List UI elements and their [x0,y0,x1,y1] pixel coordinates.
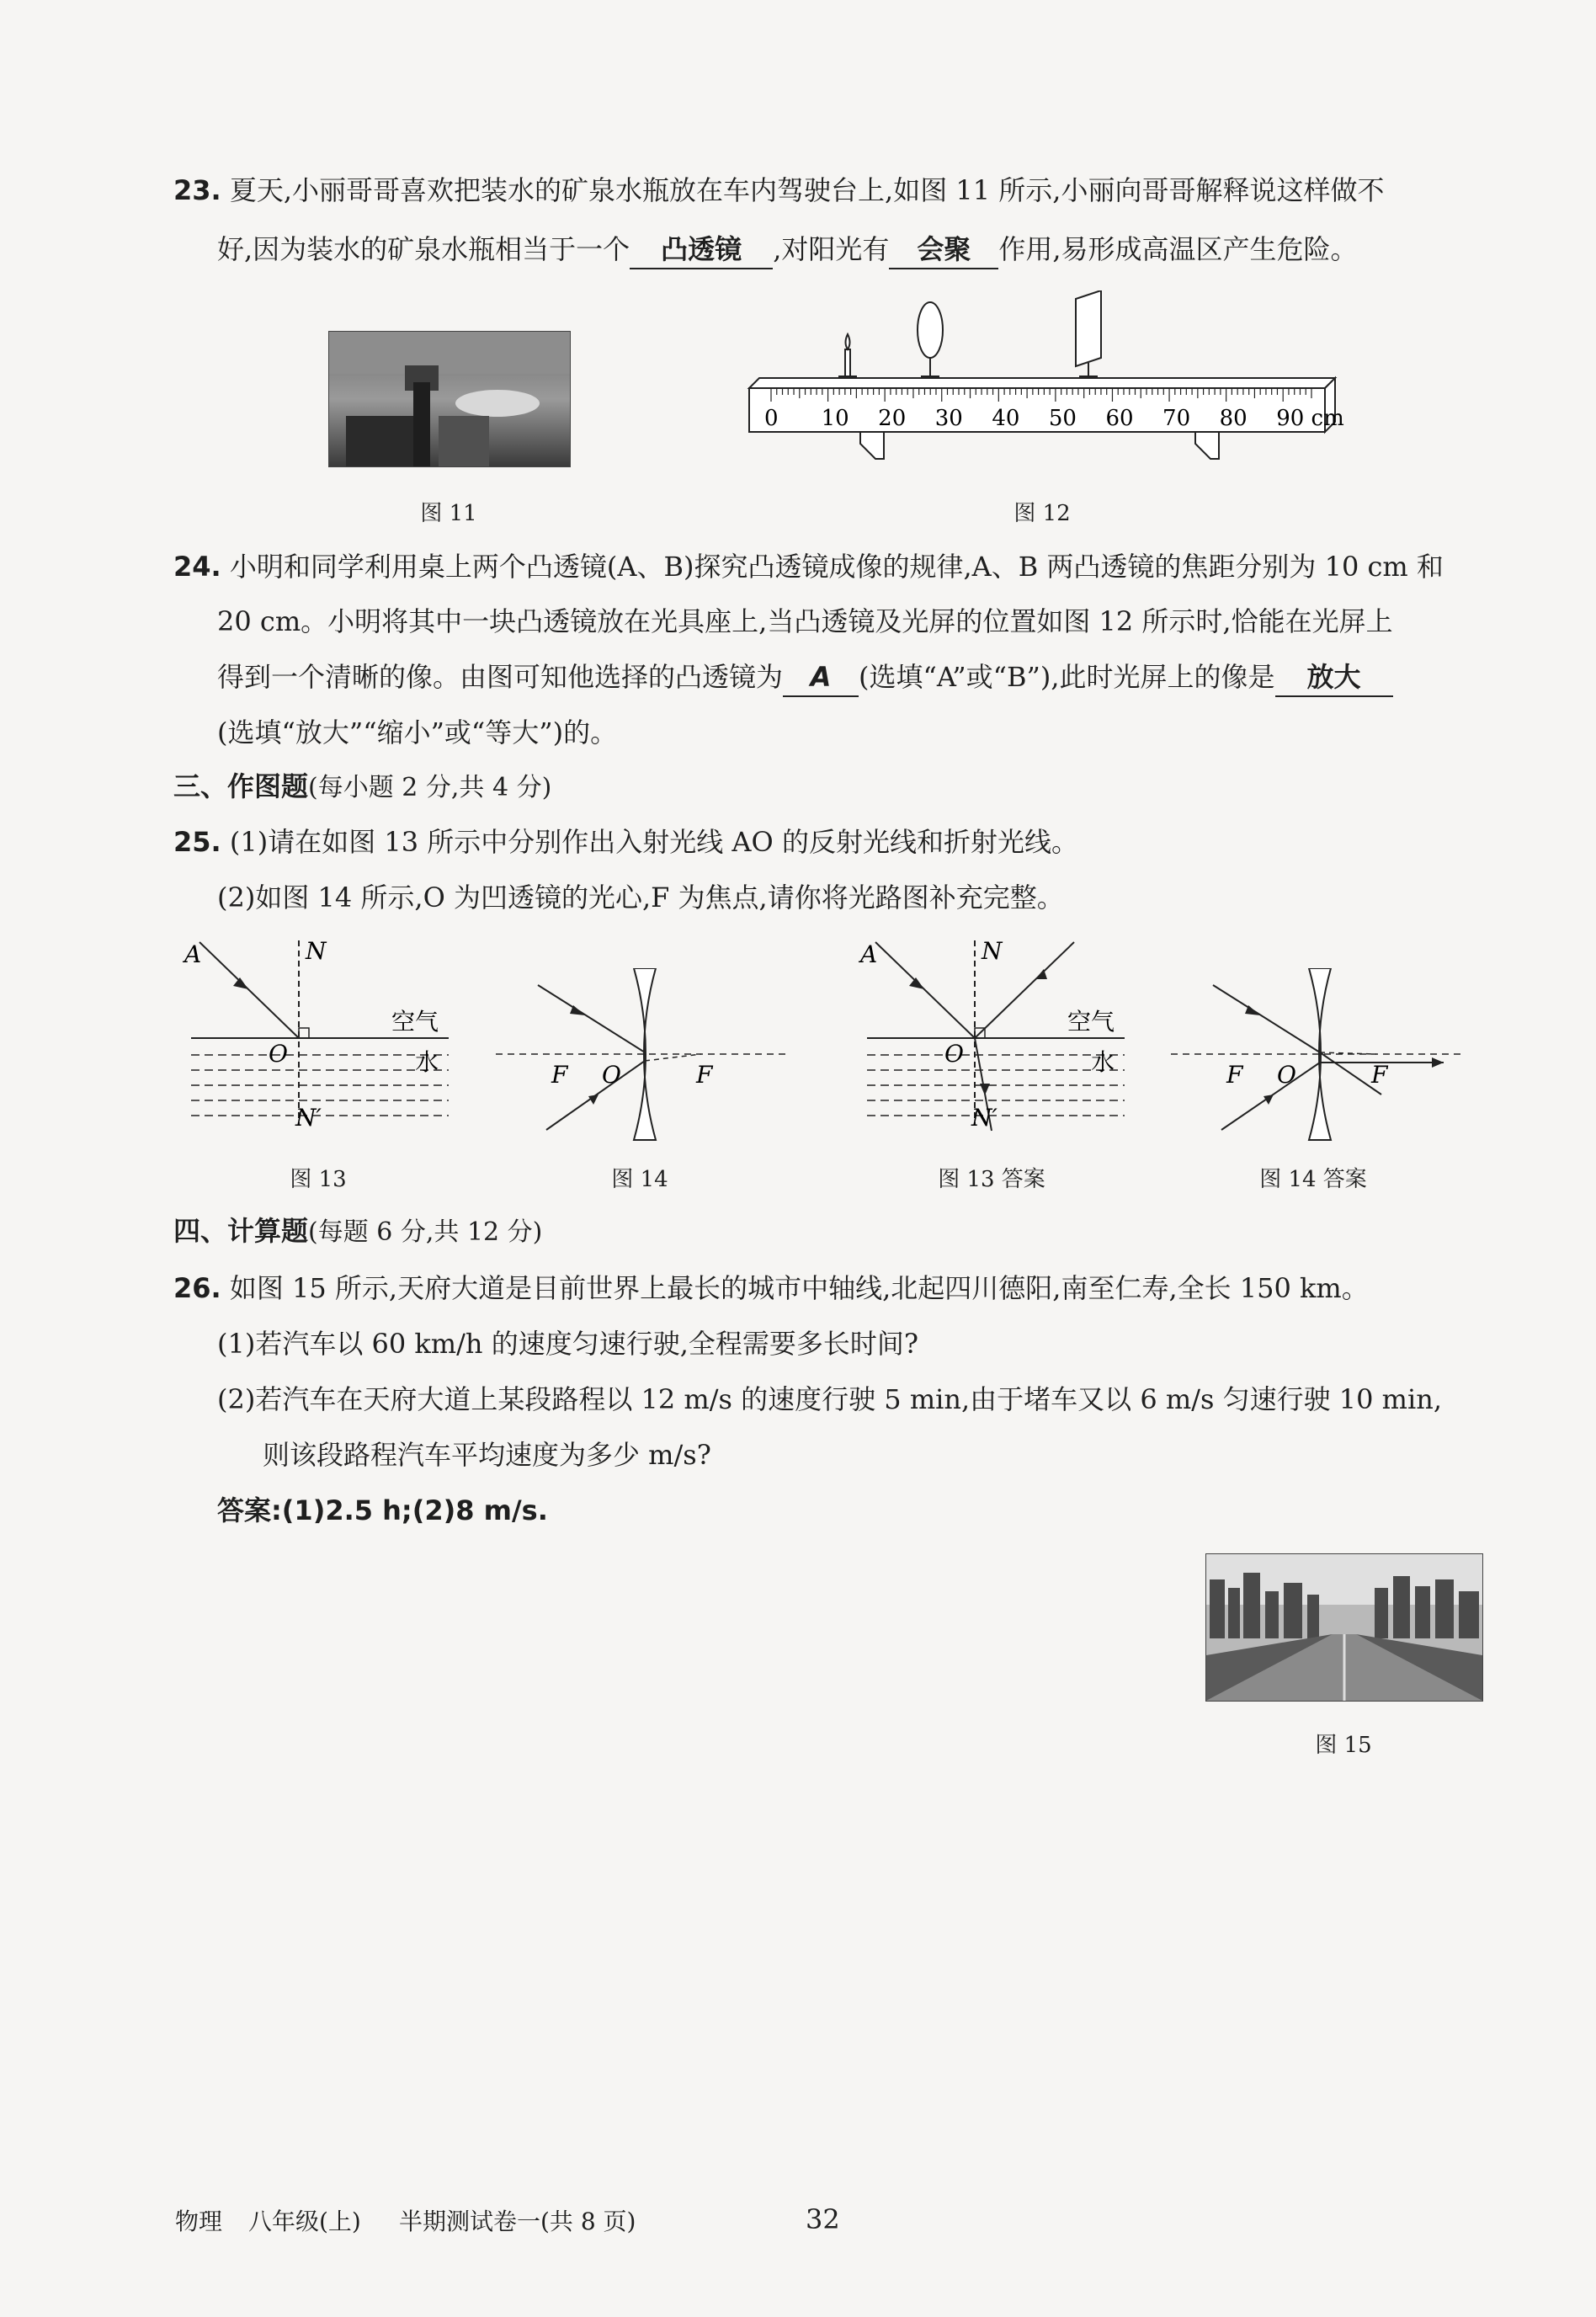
footer-grade: 八年级(上) [248,2208,361,2235]
section-4-title: 四、计算题 [173,1215,309,1247]
q23-answer-1: 凸透镜 [630,231,773,269]
q23-answer-2: 会聚 [889,231,998,269]
ans-label-O: O [1277,1061,1296,1089]
q23-text-2b: ,对阳光有 [773,233,890,265]
q23-number: 23. [173,174,221,206]
q24-line2: 20 cm。小明将其中一块凸透镜放在光具座上,当凸透镜及光屏的位置如图 12 所示时,恰能在光屏上 [217,605,1393,637]
q26-text-1: 如图 15 所示,天府大道是目前世界上最长的城市中轴线,北起四川德阳,南至仁寿,全长 150 km。 [229,1272,1369,1304]
ans-label-N-prime: N′ [971,1104,998,1132]
q24-answer-2: 放大 [1275,658,1393,697]
ray-1 [538,985,645,1052]
scale-label: 30 [934,406,963,431]
figure-11-caption: 图 11 [420,501,477,526]
figure-15-photo [1205,1553,1483,1702]
scale-label: 50 [1048,406,1077,431]
q24-line3 [217,658,1393,697]
q25-number: 25. [173,826,221,858]
scale-label: 70 [1162,406,1191,431]
tianfu-avenue-image [1206,1554,1482,1701]
light-screen [1076,290,1101,366]
q26-part2a: (2)若汽车在天府大道上某段路程以 12 m/s 的速度行驶 5 min,由于堵车又以 6 m/s 匀速行驶 10 min, [217,1383,1443,1415]
q24-number: 24. [173,551,221,583]
q23-text-1: 夏天,小丽哥哥喜欢把装水的矿泉水瓶放在车内驾驶台上,如图 11 所示,小丽向哥哥解释说这样做不 [229,174,1385,206]
label-A: A [184,940,202,968]
q26-number: 26. [173,1272,221,1304]
figure-14-answer-caption: 图 14 答案 [1259,1167,1367,1192]
figure-11-photo [328,331,571,467]
incident-ray-AO [200,942,299,1038]
figure-14-answer-diagram [1166,968,1469,1145]
section-4-heading [173,1212,542,1251]
label-water: 水 [415,1048,439,1076]
ans-label-A: A [860,940,878,968]
section-3-title: 三、作图题 [173,770,309,802]
figure-12-caption: 图 12 [1013,501,1071,526]
scale-label: 10 [821,406,849,431]
q25-part1: (1)请在如图 13 所示中分别作出入射光线 AO 的反射光线和折射光线。 [229,826,1078,858]
scale-label: 20 [878,406,907,431]
ans-label-O: O [944,1040,964,1068]
q24-text-3b: (选填“A”或“B”),此时光屏上的像是 [859,661,1275,693]
q25-line1 [173,823,1078,860]
ans-label-N: N [982,937,1003,965]
q26-line1 [173,1270,1369,1307]
q25-part2: (2)如图 14 所示,O 为凹透镜的光心,F 为焦点,请你将光路图补充完整。 [217,882,1064,913]
figure-15-caption: 图 15 [1315,1733,1372,1758]
q23-text-2c: 作用,易形成高温区产生危险。 [998,233,1358,265]
q24-text-3a: 得到一个清晰的像。由图可知他选择的凸透镜为 [217,661,784,693]
q23-text-2a: 好,因为装水的矿泉水瓶相当于一个 [217,233,630,265]
q26-answer: 答案:(1)2.5 h;(2)8 m/s. [217,1494,548,1526]
figure-12-optical-bench [741,290,1347,476]
candle-flame [846,334,850,349]
convex-lens [918,302,943,358]
q24-text-1: 小明和同学利用桌上两个凸透镜(A、B)探究凸透镜成像的规律,A、B 两凸透镜的焦距分别为 10 cm 和 [229,551,1444,583]
ans-label-air: 空气 [1067,1008,1115,1036]
incident-ray [875,942,975,1038]
ans-label-water: 水 [1091,1048,1115,1076]
section-4-note: (每题 6 分,共 12 分) [308,1217,543,1247]
footer-exam: 半期测试卷一(共 8 页) [399,2208,636,2235]
label-O: O [602,1061,621,1089]
car-dashboard-bottle-image [329,332,570,466]
q24-line4: (选填“放大”“缩小”或“等大”)的。 [217,716,618,748]
label-N: N [306,937,327,965]
figure-13-caption: 图 13 [290,1167,347,1192]
scale-label: 90 cm [1276,406,1344,431]
q26-part2b: 则该段路程汽车平均速度为多少 m/s? [263,1439,711,1471]
page-number: 32 [806,2203,840,2235]
figure-13-answer-caption: 图 13 答案 [938,1167,1045,1192]
section-3-heading [173,768,551,807]
figure-14-caption: 图 14 [611,1167,668,1192]
label-N-prime: N′ [295,1104,322,1132]
footer-subject: 物理 [175,2208,223,2235]
scale-label: 80 [1219,406,1248,431]
scale-label: 60 [1105,406,1134,431]
q23-line2 [217,231,1358,269]
figure-13-answer-diagram [857,930,1135,1141]
label-air: 空气 [391,1008,439,1036]
q24-line1 [173,548,1444,585]
label-F-right: F [696,1061,713,1089]
label-F-left: F [551,1061,568,1089]
label-O: O [269,1040,288,1068]
ans-label-F-left: F [1226,1061,1243,1089]
q26-part1: (1)若汽车以 60 km/h 的速度匀速行驶,全程需要多长时间? [217,1328,919,1360]
q24-answer-1: A [783,658,859,697]
scale-label: 40 [992,406,1020,431]
figure-14-diagram [491,968,794,1145]
scale-label: 0 [764,406,779,431]
candle [845,349,850,378]
ans-label-F-right: F [1371,1061,1388,1089]
section-3-note: (每小题 2 分,共 4 分) [308,773,552,802]
figure-13-diagram [181,930,459,1141]
q23-line1 [173,172,1384,209]
